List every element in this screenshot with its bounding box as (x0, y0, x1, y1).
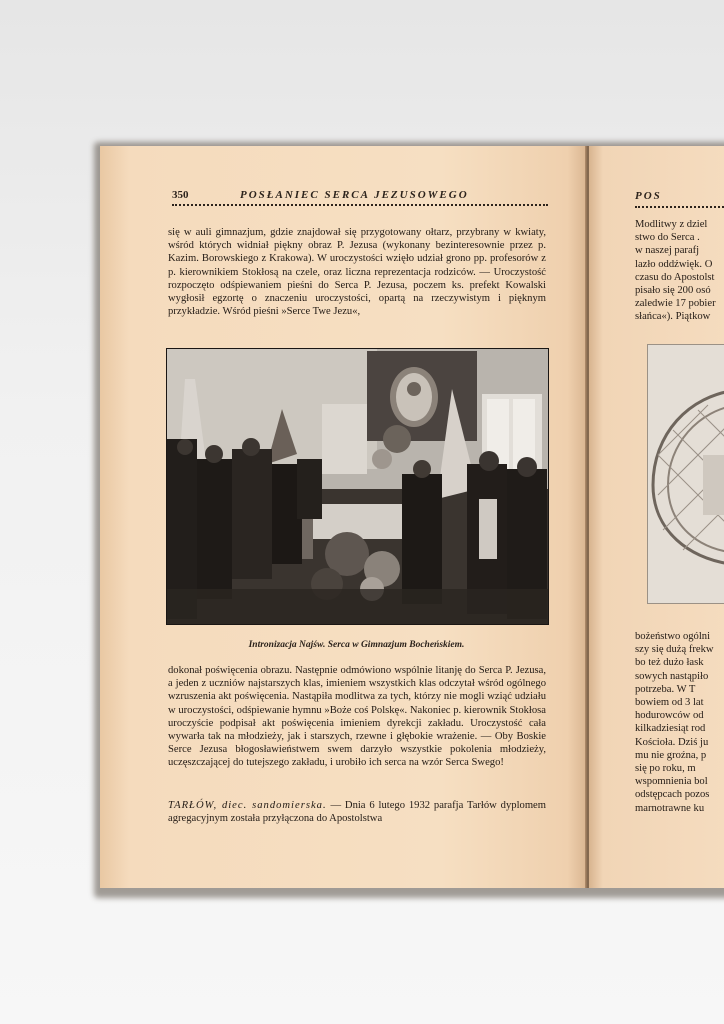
text-line: stwo do Serca . (635, 232, 700, 244)
page-number: 350 (172, 189, 189, 201)
text-line: Kościoła. Dziś ju (635, 736, 709, 748)
text-line: sowych nastąpiło (635, 670, 709, 682)
ceremony-photograph (166, 348, 549, 625)
right-text-bottom (635, 630, 724, 815)
text-line: odstępcach pozos (635, 789, 710, 801)
right-text-top (635, 218, 724, 324)
photo-caption: Intronizacja Najśw. Serca w Gimnazjum Bocheńskiem. (248, 640, 465, 650)
text-line: w naszej parafj (635, 245, 700, 257)
right-running-title: POS (635, 190, 662, 202)
text-line: bożeństwo ogólni (635, 631, 711, 642)
page-header (172, 186, 548, 208)
text-line: wspomnienia bol (635, 776, 708, 788)
right-page (589, 146, 724, 888)
text-line: bowiem od 3 lat (635, 697, 704, 709)
text-line: się po roku, m (635, 763, 696, 775)
tarlow-text: — Dnia 6 lutego 1932 parafja Tarłów dyplomem agregacyjnym została przyłączona do Apostolstwa (168, 800, 546, 825)
text-line: kilkadziesiąt rod (635, 723, 706, 735)
text-line: pisało się 200 osó (635, 285, 711, 297)
right-header-dotted-rule (635, 206, 724, 208)
text-line: czasu do Apostolst (635, 271, 715, 283)
text-line: zaledwie 17 pobier (635, 298, 716, 310)
text-line: marnotrawne ku (635, 802, 705, 814)
text-line: lazło oddźwięk. O (635, 258, 713, 270)
text-line: szy się dużą frekw (635, 644, 714, 656)
right-page-illustration (647, 344, 724, 604)
text-line: mu nie groźna, p (635, 749, 707, 761)
text-line: Modlitwy z dziel (635, 219, 708, 230)
paragraph-tarlow (168, 799, 546, 825)
running-title: POSŁANIEC SERCA JEZUSOWEGO (240, 189, 469, 201)
text-line: potrzeba. W T (635, 683, 696, 695)
left-page (100, 146, 587, 888)
text-line: słańca«). Piątkow (635, 311, 711, 323)
text-line: bo też dużo łask (635, 657, 704, 669)
paragraph-ceremony-description: się w auli gimnazjum, gdzie znajdował się przygotowany ołtarz, przybrany w kwiaty, wśród których widniał piękny obraz P. Jezusa (wykonany bezinteresownie przez p. Kazim. Borowskiego z Krakowa). W uroczystości wzięło udział grono pp. profesorów z p. kierownikiem Stokłosą na czele, oraz liczna reprezentacja rodziców. — Uroczystość rozpoczęto odśpiewaniem pieśni do Serca P. Jezusa, poczem ks. prefekt Kowalski wygłosił egzortę o znaczeniu uroczystości, opartą na rzeczywistym i pięknym przykładzie. Wśród pieśni »Serce Twe Jezu«, (168, 227, 546, 318)
place-name: TARŁÓW, diec. sandomierska. (168, 800, 327, 811)
text-line: hodurowców od (635, 710, 704, 722)
header-dotted-rule (172, 204, 548, 206)
paragraph-consecration: dokonał poświęcenia obrazu. Następnie odmówiono wspólnie litanję do Serca P. Jezusa, a jeden z uczniów najstarszych klas, imieniem wszystkich klas odczytał wśród ogólnego wzruszenia akt poświęcenia. Nastąpiła modlitwa za tych, którzy nie mogli wziąć udziału w uroczystości, odśpiewanie hymnu »Boże coś Polskę«. Nakoniec p. kierownik Stokłosa uroczyście podpisał akt poświęcenia imieniem dyrekcji zakładu. Uroczystość cała wywarła tak na młodzieży, jak i starszych, rzewne i głębokie wrażenie. — Oby Boskie Serce Jezusa błogosławieństwem swem darzyło wszystkie pokolenia młodzieży, uczęszczającej do tutejszego zakładu, i urobiło ich serca na wzór Serca Swego! (168, 665, 546, 769)
